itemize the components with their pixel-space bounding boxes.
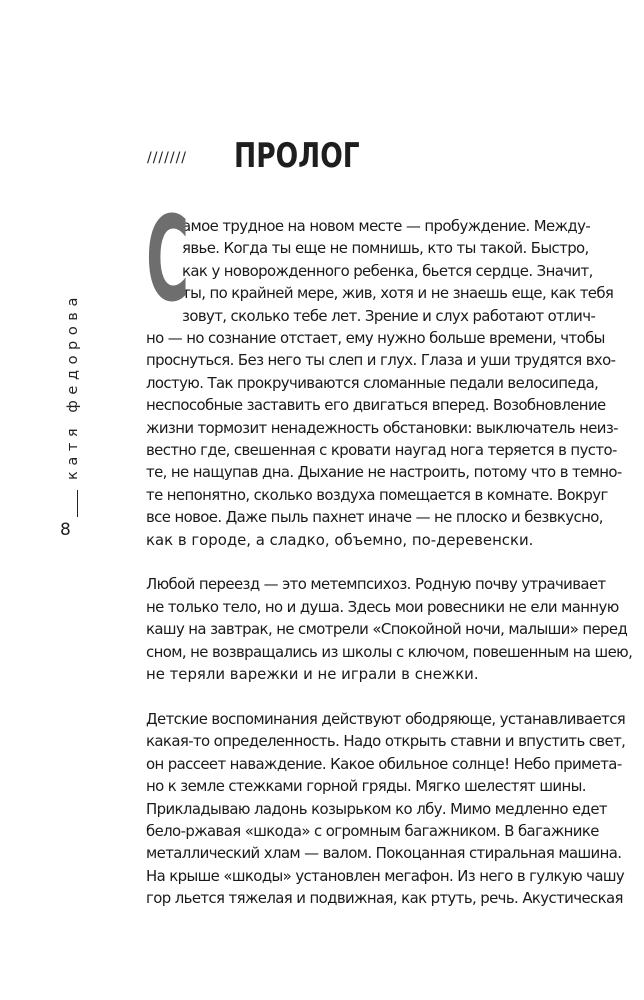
paragraph-3: [146, 708, 626, 910]
text-line: Детские воспоминания действуют ободряюще, устанавливается: [146, 709, 626, 728]
text-line: проснуться. Без него ты слеп и глух. Глаза и уши трудятся вхо-: [146, 351, 616, 370]
text-line: Прикладываю ладонь козырьком ко лбу. Мимо медленно едет: [146, 799, 607, 818]
text-line: все новое. Даже пыль пахнет иначе — не плоско и безвкусно,: [146, 508, 603, 527]
text-line: зовут, сколько тебе лет. Зрение и слух работают отлич-: [182, 306, 596, 325]
header-decoration: ///////: [147, 150, 188, 166]
text-line: вестно где, свешенная с кровати наугад нога теряется в пусто-: [146, 441, 617, 460]
text-line: жизни тормозит ненадежность обстановки: выключатель неиз-: [146, 418, 618, 437]
running-author: катя федорова: [65, 292, 81, 480]
text-line: как в городе, а сладко, объемно, по-деревенски.: [146, 530, 534, 549]
text-line: как у новорожденного ребенка, бьется сердце. Значит,: [182, 261, 593, 280]
text-line: не теряли варежки и не играли в снежки.: [146, 665, 479, 684]
text-line: гор льется тяжелая и подвижная, как ртуть, речь. Акустическая: [146, 889, 623, 908]
text-line: сном, не возвращались из школы с ключом, повешенным на шею,: [146, 642, 633, 661]
body-text: [146, 190, 633, 910]
text-line: явье. Когда ты еще не помнишь, кто ты такой. Быстро,: [182, 239, 589, 258]
text-line: но к земле стежками горной гряды. Мягко шелестят шины.: [146, 777, 586, 796]
paragraph-2: [146, 573, 633, 685]
chapter-title: ПРОЛОГ: [234, 136, 360, 176]
text-line: Любой переезд — это метемпсихоз. Родную почву утрачивает: [146, 575, 606, 594]
text-line: бело-ржавая «шкода» с огромным багажником. В багажнике: [146, 821, 599, 840]
text-line: он рассеет наваждение. Какое обильное солнце! Небо примета-: [146, 754, 622, 773]
margin-divider: [77, 490, 78, 517]
text-line: неспособные заставить его двигаться вперед. Возобновление: [146, 396, 606, 415]
drop-cap: С: [146, 190, 190, 328]
text-line: амое трудное на новом месте — пробуждение. Между-: [182, 217, 591, 235]
page-number: 8: [60, 520, 71, 540]
text-line: кашу на завтрак, не смотрели «Спокойной ночи, малыши» перед: [146, 620, 628, 639]
paragraph-1: [146, 190, 622, 551]
text-line: На крыше «шкоды» установлен мегафон. Из него в гулкую чашу: [146, 866, 625, 885]
text-line: те, не нащупав дна. Дыхание не настроить, потому что в темно-: [146, 463, 622, 482]
text-line: лостую. Так прокручиваются сломанные педали велосипеда,: [146, 373, 599, 392]
text-line: те непонятно, сколько воздуха помещается в комнате. Вокруг: [146, 485, 608, 504]
text-line: ты, по крайней мере, жив, хотя и не знаешь еще, как тебя: [182, 284, 614, 303]
text-line: металлический хлам — валом. Покоцанная стиральная машина.: [146, 844, 622, 863]
drop-cap-box: [146, 190, 190, 328]
text-line: какая-то определенность. Надо открыть ставни и впустить свет,: [146, 732, 626, 751]
text-line: но — но сознание отстает, ему нужно больше времени, чтобы: [146, 329, 605, 348]
text-line: не только тело, но и душа. Здесь мои ровесники не ели манную: [146, 597, 619, 616]
